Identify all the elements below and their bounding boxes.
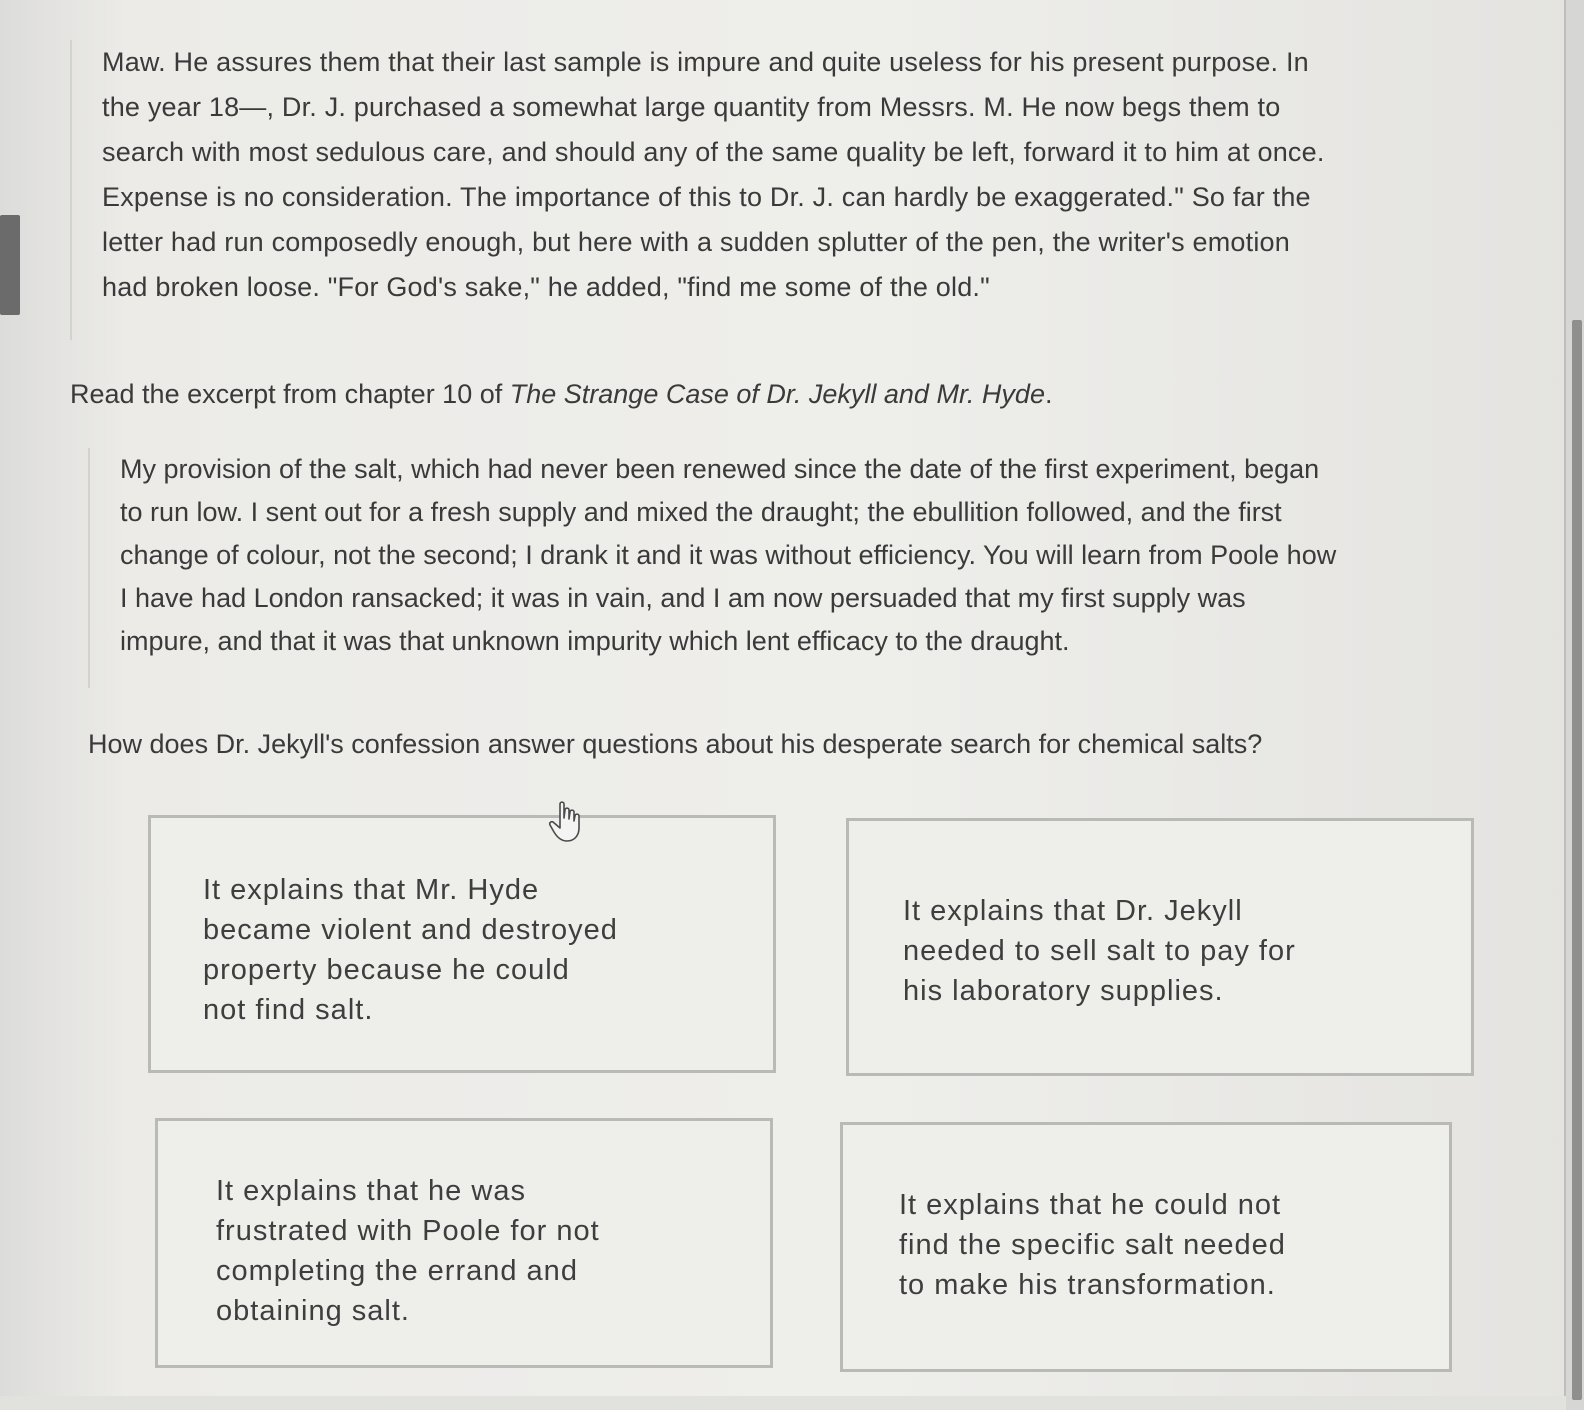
option-text	[216, 1171, 716, 1331]
passage-line: the year 18—, Dr. J. purchased a somewhat large quantity from Messrs. M. He now begs them to	[102, 92, 1281, 122]
excerpt-line: I have had London ransacked; it was in vain, and I am now persuaded that my first supply was	[120, 583, 1246, 613]
book-title: The Strange Case of Dr. Jekyll and Mr. Hyde	[509, 379, 1045, 409]
option-line: not find salt.	[203, 994, 374, 1026]
instruction-suffix: .	[1044, 379, 1053, 409]
option-line: property because he could	[203, 954, 570, 986]
bottom-edge	[0, 1396, 1566, 1410]
answer-option-b[interactable]	[846, 818, 1474, 1076]
answer-option-d[interactable]	[840, 1122, 1452, 1372]
passage-line: letter had run composedly enough, but here with a sudden splutter of the pen, the writer's emotion	[102, 227, 1290, 257]
answer-option-c[interactable]	[155, 1118, 773, 1368]
question-prompt: How does Dr. Jekyll's confession answer questions about his desperate search for chemical salts?	[88, 729, 1263, 759]
option-line: It explains that he could not	[899, 1189, 1282, 1221]
scrollbar-thumb[interactable]	[1572, 320, 1582, 1400]
passage-line: Maw. He assures them that their last sample is impure and quite useless for his present purpose. In	[102, 47, 1309, 77]
excerpt-line: to run low. I sent out for a fresh supply and mixed the draught; the ebullition followed, and the first	[120, 497, 1282, 527]
option-line: It explains that he was	[216, 1175, 526, 1207]
instruction-prefix: Read the excerpt from chapter 10 of	[70, 379, 510, 409]
excerpt-line: change of colour, not the second; I drank it and it was without efficiency. You will learn from Poole how	[120, 540, 1337, 570]
option-line: to make his transformation.	[899, 1269, 1276, 1301]
left-scroll-handle[interactable]	[0, 215, 20, 315]
option-line: his laboratory supplies.	[903, 975, 1224, 1007]
option-text	[903, 891, 1403, 1011]
option-line: needed to sell salt to pay for	[903, 935, 1296, 967]
option-text	[899, 1185, 1399, 1305]
excerpt-line: impure, and that it was that unknown impurity which lent efficacy to the draught.	[120, 626, 1070, 656]
option-line: completing the errand and	[216, 1255, 578, 1287]
excerpt-quote	[88, 448, 1530, 688]
answer-option-a[interactable]	[148, 815, 776, 1073]
instruction-text	[70, 374, 1510, 414]
option-text	[203, 870, 723, 1030]
excerpt-line: My provision of the salt, which had never been renewed since the date of the first experiment, began	[120, 454, 1320, 484]
option-line: It explains that Dr. Jekyll	[903, 895, 1243, 927]
option-line: became violent and destroyed	[203, 914, 618, 946]
passage-intro-quote	[70, 40, 1512, 340]
passage-line: search with most sedulous care, and should any of the same quality be left, forward it to him at once.	[102, 137, 1325, 167]
vertical-scrollbar[interactable]	[1564, 0, 1584, 1410]
option-line: frustrated with Poole for not	[216, 1215, 600, 1247]
passage-line: had broken loose. "For God's sake," he added, "find me some of the old."	[102, 272, 990, 302]
option-line: find the specific salt needed	[899, 1229, 1286, 1261]
passage-line: Expense is no consideration. The importance of this to Dr. J. can hardly be exaggerated." So far the	[102, 182, 1311, 212]
option-line: obtaining salt.	[216, 1295, 410, 1327]
option-line: It explains that Mr. Hyde	[203, 874, 540, 906]
hand-pointer-icon	[548, 800, 582, 844]
